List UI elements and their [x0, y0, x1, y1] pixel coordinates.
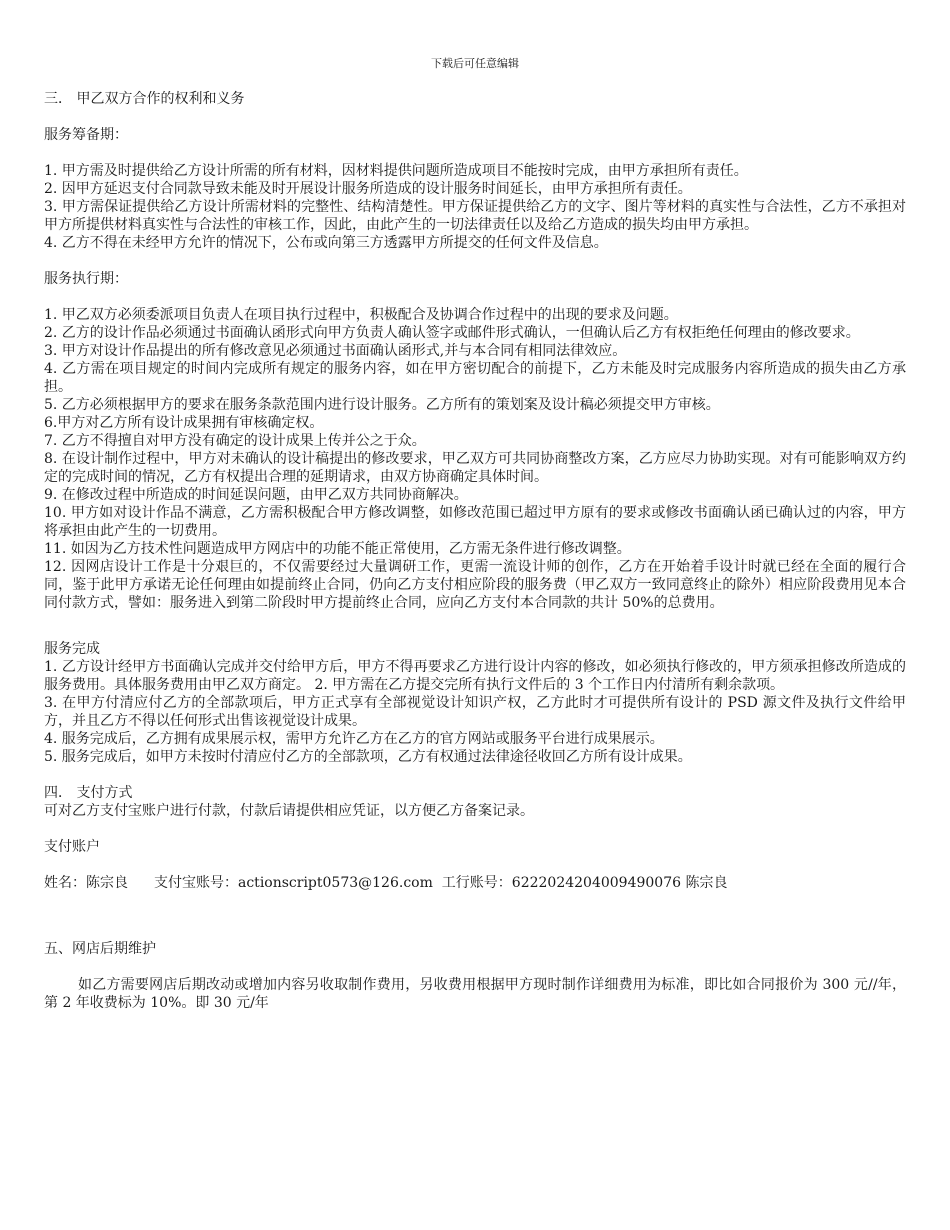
section-5-title: 五、网店后期维护 [44, 941, 156, 957]
done-item-3: 3. 在甲方付清应付乙方的全部款项后，甲方正式享有全部视觉设计知识产权，乙方此时才可提供所有设计的 PSD 源文件及执行文件给甲方，并且乙方不得以任何形式出售该视觉设计成果。 [44, 695, 906, 729]
done-item-4: 4. 服务完成后，乙方拥有成果展示权，需甲方允许乙方在乙方的官方网站或服务平台进行成果展示。 [44, 731, 664, 747]
prep-item-1: 1. 甲方需及时提供给乙方设计所需的所有材料，因材料提供问题所造成项目不能按时完成，由甲方承担所有责任。 [44, 163, 748, 179]
payment-desc: 可对乙方支付宝账户进行付款，付款后请提供相应凭证，以方便乙方备案记录。 [44, 803, 534, 819]
account-icbc: 工行账号：6222024204009490076 陈宗良 [441, 875, 728, 891]
account-name: 姓名：陈宗良 [44, 875, 128, 891]
page-header: 下载后可任意编辑 [431, 57, 519, 70]
exec-item-12: 12. 因网店设计工作是十分艰巨的，不仅需要经过大量调研工作，更需一流设计师的创作，乙方在开始着手设计时就已经在全面的履行合同，鉴于此甲方承诺无论任何理由如提前终止合同，仍向乙方支付相应阶段的服务费（甲乙双方一致同意终止的除外）相应阶段费用见本合同付款方式，譬如：服务进入到第二阶段时甲方提前终止合同，应向乙方支付本合同款的共计 50%的总费用。 [44, 559, 906, 611]
document-body [44, 90, 906, 1012]
section-3-title: 三． 甲乙双方合作的权利和义务 [44, 91, 245, 107]
account-title: 支付账户 [44, 839, 100, 855]
exec-item-2: 2. 乙方的设计作品必须通过书面确认函形式向甲方负责人确认签字或邮件形式确认，一但确认后乙方有权拒绝任何理由的修改要求。 [44, 325, 860, 341]
exec-title: 服务执行期： [44, 271, 128, 287]
exec-item-6: 6.甲方对乙方所有设计成果拥有审核确定权。 [44, 415, 324, 431]
account-line [44, 874, 906, 892]
prep-item-2: 2. 因甲方延迟支付合同款导致未能及时开展设计服务所造成的设计服务时间延长，由甲方承担所有责任。 [44, 181, 692, 197]
done-item-5: 5. 服务完成后，如甲方未按时付清应付乙方的全部款项，乙方有权通过法律途径收回乙方所有设计成果。 [44, 749, 692, 765]
exec-item-7: 7. 乙方不得擅自对甲方没有确定的设计成果上传并公之于众。 [44, 433, 426, 449]
prep-item-4: 4. 乙方不得在未经甲方允许的情况下，公布或向第三方透露甲方所提交的任何文件及信息。 [44, 235, 608, 251]
exec-item-1: 1. 甲乙双方必须委派项目负责人在项目执行过程中，积极配合及协调合作过程中的出现的要求及问题。 [44, 307, 678, 323]
section-5-body: 如乙方需要网店后期改动或增加内容另收取制作费用，另收费用根据甲方现时制作详细费用为标准，即比如合同报价为 300 元//年，第 2 年收费标为 10%。即 30 元/年 [44, 977, 906, 1011]
exec-item-5: 5. 乙方必须根据甲方的要求在服务条款范围内进行设计服务。乙方所有的策划案及设计稿必须提交甲方审核。 [44, 397, 720, 413]
done-item-1: 1. 乙方设计经甲方书面确认完成并交付给甲方后，甲方不得再要求乙方进行设计内容的修改，如必须执行修改的，甲方须承担修改所造成的服务费用。具体服务费用由甲乙双方商定。 2. 甲方需在乙方提交完所有执行文件后的 3 个工作日内付清所有剩余款项。 [44, 659, 906, 693]
section-4-title: 四． 支付方式 [44, 785, 133, 801]
done-title: 服务完成 [44, 641, 100, 657]
exec-item-8: 8. 在设计制作过程中，甲方对未确认的设计稿提出的修改要求，甲乙双方可共同协商整改方案，乙方应尽力协助实现。对有可能影响双方约定的完成时间的情况，乙方有权提出合理的延期请求，由双方协商确定具体时间。 [44, 451, 906, 485]
exec-item-10: 10. 甲方如对设计作品不满意，乙方需积极配合甲方修改调整，如修改范围已超过甲方原有的要求或修改书面确认函已确认过的内容，甲方将承担由此产生的一切费用。 [44, 505, 906, 539]
exec-item-9: 9. 在修改过程中所造成的时间延误问题，由甲乙双方共同协商解决。 [44, 487, 468, 503]
exec-item-4: 4. 乙方需在项目规定的时间内完成所有规定的服务内容，如在甲方密切配合的前提下，乙方未能及时完成服务内容所造成的损失由乙方承担。 [44, 361, 906, 395]
prep-title: 服务筹备期： [44, 127, 128, 143]
prep-item-3: 3. 甲方需保证提供给乙方设计所需材料的完整性、结构清楚性。甲方保证提供给乙方的文字、图片等材料的真实性与合法性，乙方不承担对甲方所提供材料真实性与合法性的审核工作，因此，由此产生的一切法律责任以及给乙方造成的损失均由甲方承担。 [44, 199, 906, 233]
exec-item-3: 3. 甲方对设计作品提出的所有修改意见必须通过书面确认函形式,并与本合同有相同法律效应。 [44, 343, 627, 359]
exec-item-11: 11. 如因为乙方技术性问题造成甲方网店中的功能不能正常使用，乙方需无条件进行修改调整。 [44, 541, 631, 557]
account-alipay: 支付宝账号：actionscript0573@126.com [154, 875, 433, 891]
